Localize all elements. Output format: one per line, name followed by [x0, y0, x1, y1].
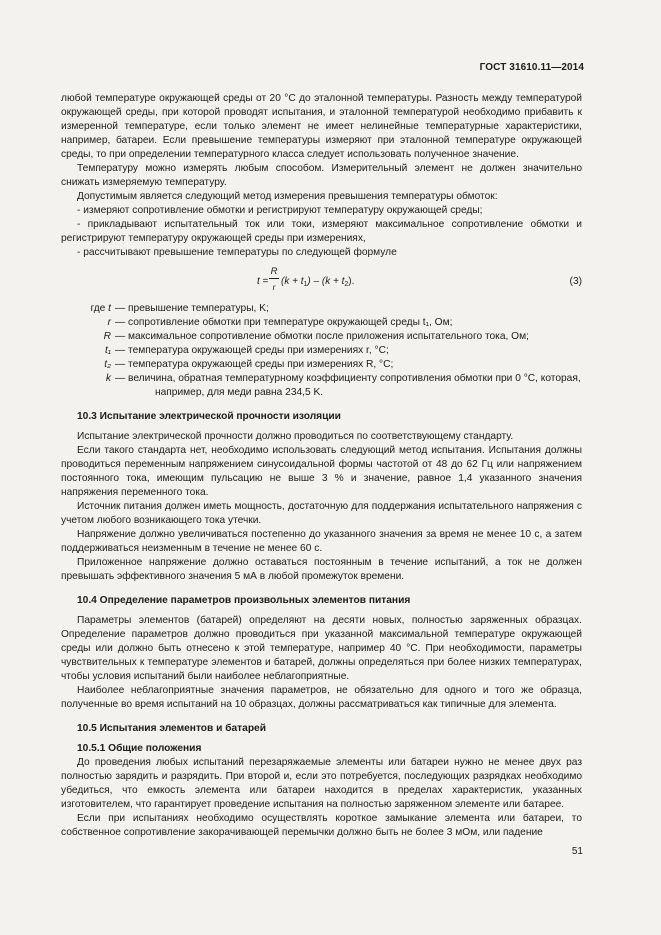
definition-item: t₂ — температура окружающей среды при измерениях R, °C;: [104, 359, 394, 370]
paragraph: Источник питания должен иметь мощность, достаточную для поддержания испытательного напряжения с учетом любого возникающего тока утечки.: [61, 501, 582, 526]
paragraph: Наиболее неблагоприятные значения параметров, не обязательно для одного и того же образца, полученные во время испытаний на 10 образцах, должны рассматриваться как типичные для элемента.: [61, 685, 582, 710]
definition-item: k — величина, обратная температурному коэффициенту сопротивления обмотки при 0 °C, которая, например, для меди равна 234,5 K.: [105, 373, 581, 398]
list-item: - рассчитывают превышение температуры по следующей формуле: [77, 247, 397, 258]
paragraph: Если при испытаниях необходимо осуществлять короткое замыкание элемента или батареи, то собственное сопротивление закорачивающей перемычки должно быть не более 3 мОм, или падение: [61, 813, 582, 838]
paragraph: Испытание электрической прочности должно проводиться по соответствующему стандарту.: [77, 431, 514, 442]
formula-lhs: t: [257, 276, 260, 287]
paragraph: Если такого стандарта нет, необходимо использовать следующий метод испытания. Испытания должны проводиться переменным напряжением синусоидальной формы частотой от 48 до 62 Гц или напряжением постоянного тока, имеющим пульсацию не выше 3 % и значение, равное 1,4 указанного значения напряжения переменного тока.: [61, 445, 582, 498]
section-heading: 10.5 Испытания элементов и батарей: [77, 723, 266, 734]
paragraph: Напряжение должно увеличиваться постепенно до указанного значения за время не менее 10 с, а затем поддерживаться неизменным в течение не менее 60 с.: [61, 529, 582, 554]
formula-denominator: r: [272, 282, 276, 292]
paragraph: любой температуре окружающей среды от 20 °С до эталонной температуры. Разность между температурой окружающей среды, при которой проводят испытания, и эталонной температурой необходимо прибавить к измеренной температуре, если только элемент не имеет нелинейные температурные характеристики, например, батареи. Если превышение температуры измеряют при эталонной температуре окружающей среды, то при определении температурного класса следует использовать полученное значение.: [61, 93, 582, 160]
paragraph: Допустимым является следующий метод измерения превышения температуры обмоток:: [77, 191, 498, 202]
formula-equals: =: [259, 276, 269, 287]
formula-rest: $(k + t_1) - (k + t_2)$.: [281, 276, 355, 288]
paragraph: Температуру можно измерять любым способом. Измерительный элемент не должен значительно снижать измеряемую температуру.: [61, 163, 582, 188]
formula-number: (3): [569, 276, 582, 287]
page-number: 51: [571, 846, 583, 857]
fraction-bar: [269, 278, 279, 279]
formula-fraction: [269, 265, 279, 294]
definition-item: R — максимальное сопротивление обмотки после приложения испытательного тока, Ом;: [103, 331, 529, 342]
paragraph: До проведения любых испытаний перезаряжаемые элементы или батареи нужно не менее двух раз полностью зарядить и разрядить. При второй и, если это потребуется, последующих разрядках необходимо убедиться, что емкость элемента или батареи находится в пределах характеристик, указанных изготовителем, что гарантирует проведение испытания на полностью заряженном элементе или батарее.: [61, 757, 582, 810]
section-heading: 10.4 Определение параметров произвольных элементов питания: [77, 595, 411, 606]
page-content: [61, 92, 582, 840]
section-heading: 10.3 Испытание электрической прочности изоляции: [77, 411, 341, 422]
definitions-list: [61, 302, 582, 400]
subsection-heading: 10.5.1 Общие положения: [77, 743, 202, 754]
formula-numerator: R: [270, 266, 278, 277]
paragraph: Приложенное напряжение должно оставаться постоянным в течение испытаний, а ток не должен превышать эффективного значения 5 мА в любой промежуток времени.: [61, 557, 582, 582]
definition-item: t₁ — температура окружающей среды при измерениях r, °C;: [104, 345, 389, 356]
definition-item: r — сопротивление обмотки при температуре окружающей среды t₁, Ом;: [107, 317, 453, 328]
definition-item: где t — превышение температуры, K;: [90, 303, 269, 314]
list-item: - прикладывают испытательный ток или токи, измеряют максимальное сопротивление обмотки и регистрируют температуру окружающей среды при измерениях,: [61, 219, 582, 244]
document-number: ГОСТ 31610.11—2014: [479, 62, 584, 73]
paragraph: Параметры элементов (батарей) определяют на десяти новых, полностью заряженных образцах. Определение параметров должно проводиться при указанной максимальной температуре окружающей среды или должно быть отнесено к этой температуре, например 40 °С. При необходимости, параметры чувствительных к температуре элементов и батарей, должны определяться при более низких температурах, чтобы условия испытаний были наиболее неблагоприятные.: [61, 615, 582, 682]
formula: [257, 264, 457, 298]
list-item: - измеряют сопротивление обмотки и регистрируют температуру окружающей среды;: [77, 205, 483, 216]
formula-block: [61, 264, 582, 298]
